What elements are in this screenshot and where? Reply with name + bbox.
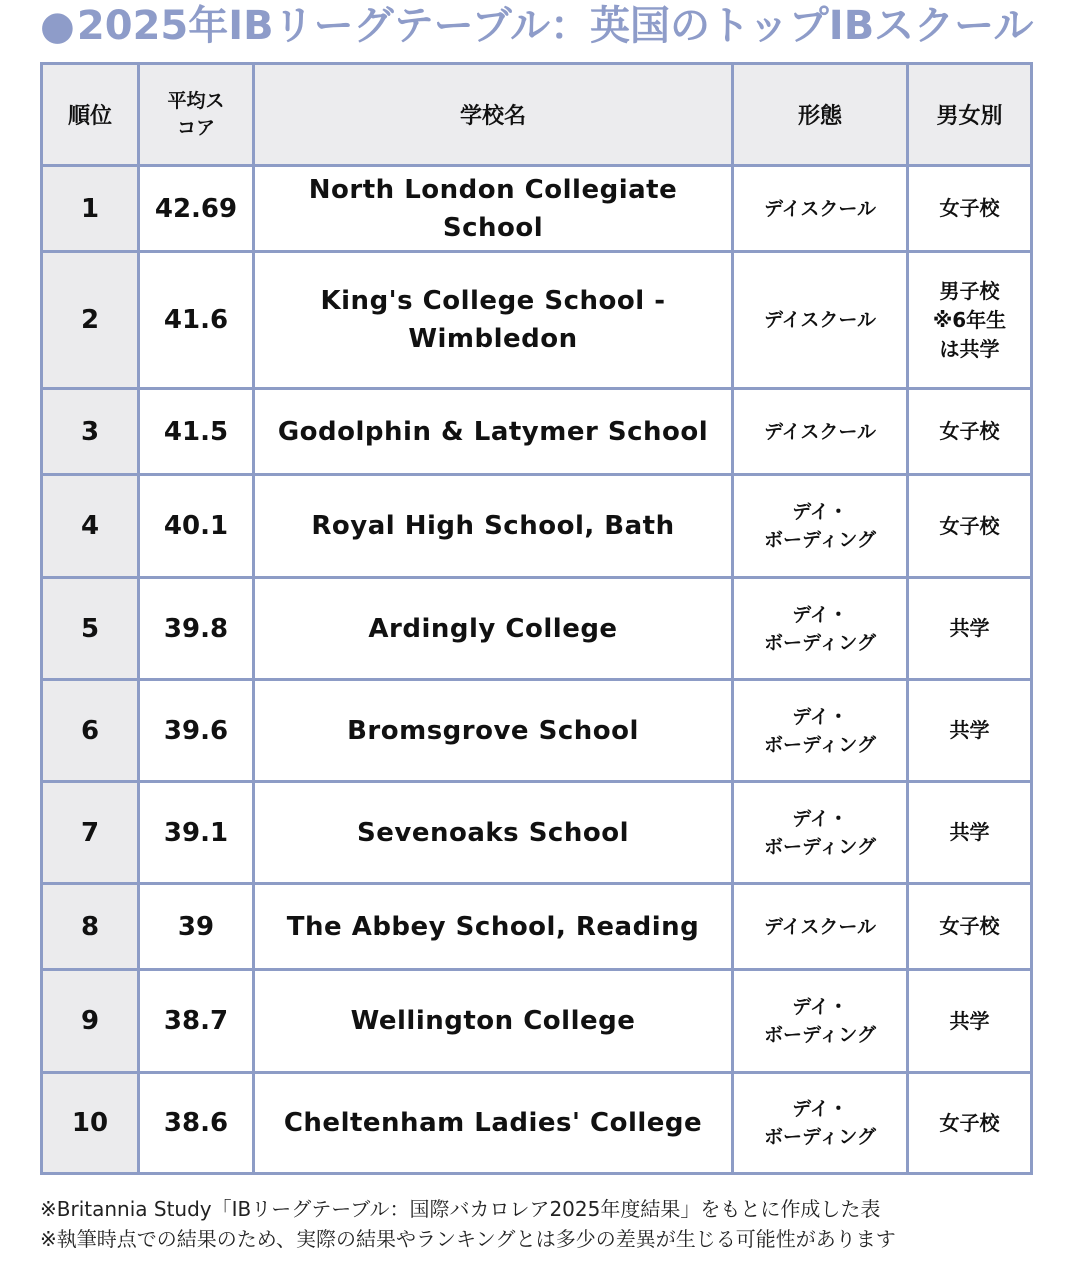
type-text-cont: ボーディング [763,835,877,858]
score-cell: 38.7 [139,970,254,1073]
gender-cell [908,578,1032,680]
type-cell [733,1073,908,1174]
rank-cell: 4 [42,475,139,578]
school-cell [254,389,733,475]
type-text: デイ・ [792,996,848,1018]
table-row [42,884,1032,970]
table-row [42,680,1032,782]
gender-cell [908,970,1032,1073]
gender-cell [908,252,1032,389]
title-text: 2025年IBリーグテーブル：英国のトップIBスクール [76,3,1034,49]
school-name: North London Collegiate School [308,174,678,243]
type-cell [733,782,908,884]
type-cell [733,389,908,475]
gender-text: 共学 [949,616,990,640]
type-text-cont: ボーディング [763,1024,877,1046]
table-row [42,475,1032,578]
header-school: 学校名 [254,64,733,166]
gender-cell [908,1073,1032,1174]
school-cell [254,166,733,252]
gender-cell [908,166,1032,252]
gender-note: ※6年生 [932,307,1007,332]
score-cell: 39 [139,884,254,970]
gender-cell [908,782,1032,884]
gender-text: 男子校 [939,278,1000,303]
title-bullet: ● [40,3,75,49]
header-score [139,64,254,166]
school-name: Sevenoaks School [357,817,629,848]
gender-text: 女子校 [939,196,1000,220]
gender-cell [908,475,1032,578]
type-text: デイ・ [792,603,848,626]
type-cell [733,884,908,970]
type-text-cont: ボーディング [763,529,877,551]
type-text: デイ・ [792,1098,848,1120]
school-name: Godolphin & Latymer School [277,416,709,447]
rank-cell: 5 [42,578,139,680]
table-row [42,578,1032,680]
type-text: デイ・ [792,807,848,830]
type-cell [733,475,908,578]
school-cell [254,782,733,884]
ib-league-table [40,62,1033,1175]
school-name: Bromsgrove School [347,715,639,746]
school-name: Royal High School, Bath [311,511,675,541]
school-cell [254,970,733,1073]
school-name: The Abbey School, Reading [286,911,700,942]
rank-cell: 7 [42,782,139,884]
table-row [42,389,1032,475]
score-cell: 39.6 [139,680,254,782]
school-name: King's College School - [320,286,666,316]
type-cell [733,578,908,680]
gender-text: 共学 [949,820,990,844]
table-row [42,782,1032,884]
rank-cell: 6 [42,680,139,782]
school-cell [254,252,733,389]
type-cell [733,166,908,252]
type-text: デイ・ [792,501,848,523]
table-row [42,166,1032,252]
rank-cell: 2 [42,252,139,389]
score-cell: 39.8 [139,578,254,680]
type-text: デイ・ [792,705,848,728]
table-row [42,1073,1032,1174]
school-cell [254,475,733,578]
page-title [40,0,1033,52]
type-cell [733,970,908,1073]
school-name: Cheltenham Ladies' College [283,1108,703,1138]
rank-cell: 10 [42,1073,139,1174]
gender-text: 女子校 [939,914,1000,938]
score-cell: 42.69 [139,166,254,252]
gender-text: 女子校 [939,513,1000,538]
source-note: ※Britannia Study「IBリーグテーブル：国際バカロレア2025年度結果」をもとに作成した表 [40,1197,881,1221]
footnotes [40,1194,896,1254]
type-text-cont: ボーディング [763,1126,877,1148]
header-score-line1: 平均ス [167,89,225,112]
score-cell: 41.6 [139,252,254,389]
school-name-cont: Wimbledon [408,324,578,354]
type-text-cont: ボーディング [763,733,877,756]
type-cell [733,252,908,389]
type-text: デイスクール [763,197,877,220]
type-text: デイスクール [763,915,877,938]
school-cell [254,1073,733,1174]
school-cell [254,578,733,680]
school-cell [254,680,733,782]
table-row [42,252,1032,389]
gender-cell [908,680,1032,782]
school-name: Wellington College [350,1006,636,1036]
score-cell: 38.6 [139,1073,254,1174]
gender-note-cont: は共学 [939,336,1000,361]
gender-text: 女子校 [939,419,1000,443]
gender-cell [908,389,1032,475]
header-gender: 男女別 [908,64,1032,166]
rank-cell: 9 [42,970,139,1073]
table-row [42,970,1032,1073]
gender-text: 共学 [949,1008,990,1033]
school-cell [254,884,733,970]
disclaimer-note: ※執筆時点での結果のため、実際の結果やランキングとは多少の差異が生じる可能性があります [40,1227,896,1251]
gender-text: 共学 [949,718,990,742]
rank-cell: 8 [42,884,139,970]
score-cell: 41.5 [139,389,254,475]
rank-cell: 1 [42,166,139,252]
header-type: 形態 [733,64,908,166]
score-cell: 39.1 [139,782,254,884]
gender-cell [908,884,1032,970]
type-cell [733,680,908,782]
type-text: デイスクール [763,420,877,443]
school-name: Ardingly College [368,613,618,644]
rank-cell: 3 [42,389,139,475]
header-rank: 順位 [42,64,139,166]
header-score-line2: コア [176,116,215,139]
type-text: デイスクール [763,309,877,331]
gender-text: 女子校 [939,1110,1000,1135]
type-text-cont: ボーディング [763,631,877,654]
score-cell: 40.1 [139,475,254,578]
table-header-row [42,64,1032,166]
